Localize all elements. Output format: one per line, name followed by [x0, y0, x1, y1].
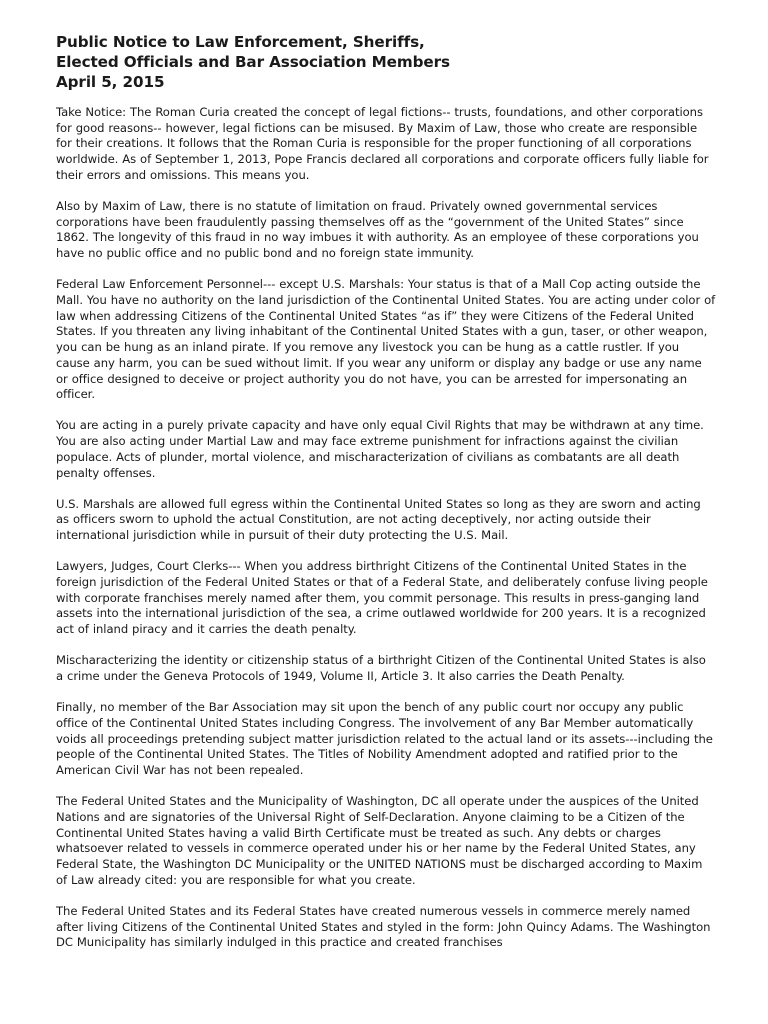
- paragraph-mischaracterizing: Mischaracterizing the identity or citizenship status of a birthright Citizen of the Continental United States is also a crime under the Geneva Protocols of 1949, Volume II, Article 3. It also carries the Death Penalty.: [56, 653, 706, 684]
- document-title: [56, 32, 716, 92]
- title-line: Public Notice to Law Enforcement, Sheriffs,: [56, 33, 425, 51]
- paragraph-bar-association: Finally, no member of the Bar Association may sit upon the bench of any public court nor occupy any public office of the Continental United States including Congress. The involvement of any Bar Member automatically voids all proceedings pretending subject matter jurisdiction related to the actual land or its assets---including the people of the Continental United States. The Titles of Nobility Amendment adopted and ratified prior to the American Civil War has not been repealed.: [56, 700, 713, 778]
- paragraph-vessels-in-commerce: The Federal United States and its Federal States have created numerous vessels in commerce merely named after living Citizens of the Continental United States and styled in the form: John Quincy Adams. The Washington DC Municipality has similarly indulged in this practice and created franchises: [56, 904, 711, 950]
- paragraph-private-capacity: You are acting in a purely private capacity and have only equal Civil Rights that may be withdrawn at any time. You are also acting under Martial Law and may face extreme punishment for infractions against the civilian populace. Acts of plunder, mortal violence, and mischaracterization of civilians as combatants are all death penalty offenses.: [56, 418, 704, 480]
- paragraph-statute-of-limitation: Also by Maxim of Law, there is no statute of limitation on fraud. Privately owned governmental services corporations have been fraudulently passing themselves off as the “government of the United States” since 1862. The longevity of this fraud in no way imbues it with authority. As an employee of these corporations you have no public office and no public bond and no foreign state immunity.: [56, 199, 699, 261]
- paragraph-lawyers-judges: Lawyers, Judges, Court Clerks--- When you address birthright Citizens of the Continental United States in the foreign jurisdiction of the Federal United States or that of a Federal State, and deliberately confuse living people with corporate franchises merely named after them, you commit personage. This results in press-ganging land assets into the international jurisdiction of the sea, a crime outlawed worldwide for 200 years. It is a recognized act of inland piracy and it carries the death penalty.: [56, 559, 708, 637]
- title-line: Elected Officials and Bar Association Members: [56, 53, 450, 71]
- document-page: [56, 32, 716, 967]
- paragraph-federal-law-enforcement: Federal Law Enforcement Personnel--- except U.S. Marshals: Your status is that of a Mall Cop acting outside the Mall. You have no authority on the land jurisdiction of the Continental United States. You are acting under color of law when addressing Citizens of the Continental United States “as if” they were Citizens of the Federal United States. If you threaten any living inhabitant of the Continental United States with a gun, taser, or other weapon, you can be hung as an inland pirate. If you remove any livestock you can be hung as a cattle rustler. If you cause any harm, you can be sued without limit. If you wear any uniform or display any badge or use any name or office designed to deceive or project authority you do not have, you can be arrested for impersonating an officer.: [56, 277, 716, 402]
- paragraph-us-marshals: U.S. Marshals are allowed full egress within the Continental United States so long as they are sworn and acting as officers sworn to uphold the actual Constitution, are not acting deceptively, nor acting outside their international jurisdiction while in pursuit of their duty protecting the U.S. Mail.: [56, 496, 701, 543]
- paragraph-self-declaration: The Federal United States and the Municipality of Washington, DC all operate under the auspices of the United Nations and are signatories of the Universal Right of Self-Declaration. Anyone claiming to be a Citizen of the Continental United States having a valid Birth Certificate must be treated as such. Any debts or charges whatsoever related to vessels in commerce operated under his or her name by the Federal United States, any Federal State, the Washington DC Municipality or the UNITED NATIONS must be discharged according to Maxim of Law already cited: you are responsible for what you create.: [56, 794, 703, 887]
- paragraph-take-notice: Take Notice: The Roman Curia created the concept of legal fictions-- trusts, foundations, and other corporations for good reasons-- however, legal fictions can be misused. By Maxim of Law, those who create are responsible for their creations. It follows that the Roman Curia is responsible for the proper functioning of all corporations worldwide. As of September 1, 2013, Pope Francis declared all corporations and corporate officers fully liable for their errors and omissions. This means you.: [56, 105, 709, 182]
- document-date: April 5, 2015: [56, 73, 165, 91]
